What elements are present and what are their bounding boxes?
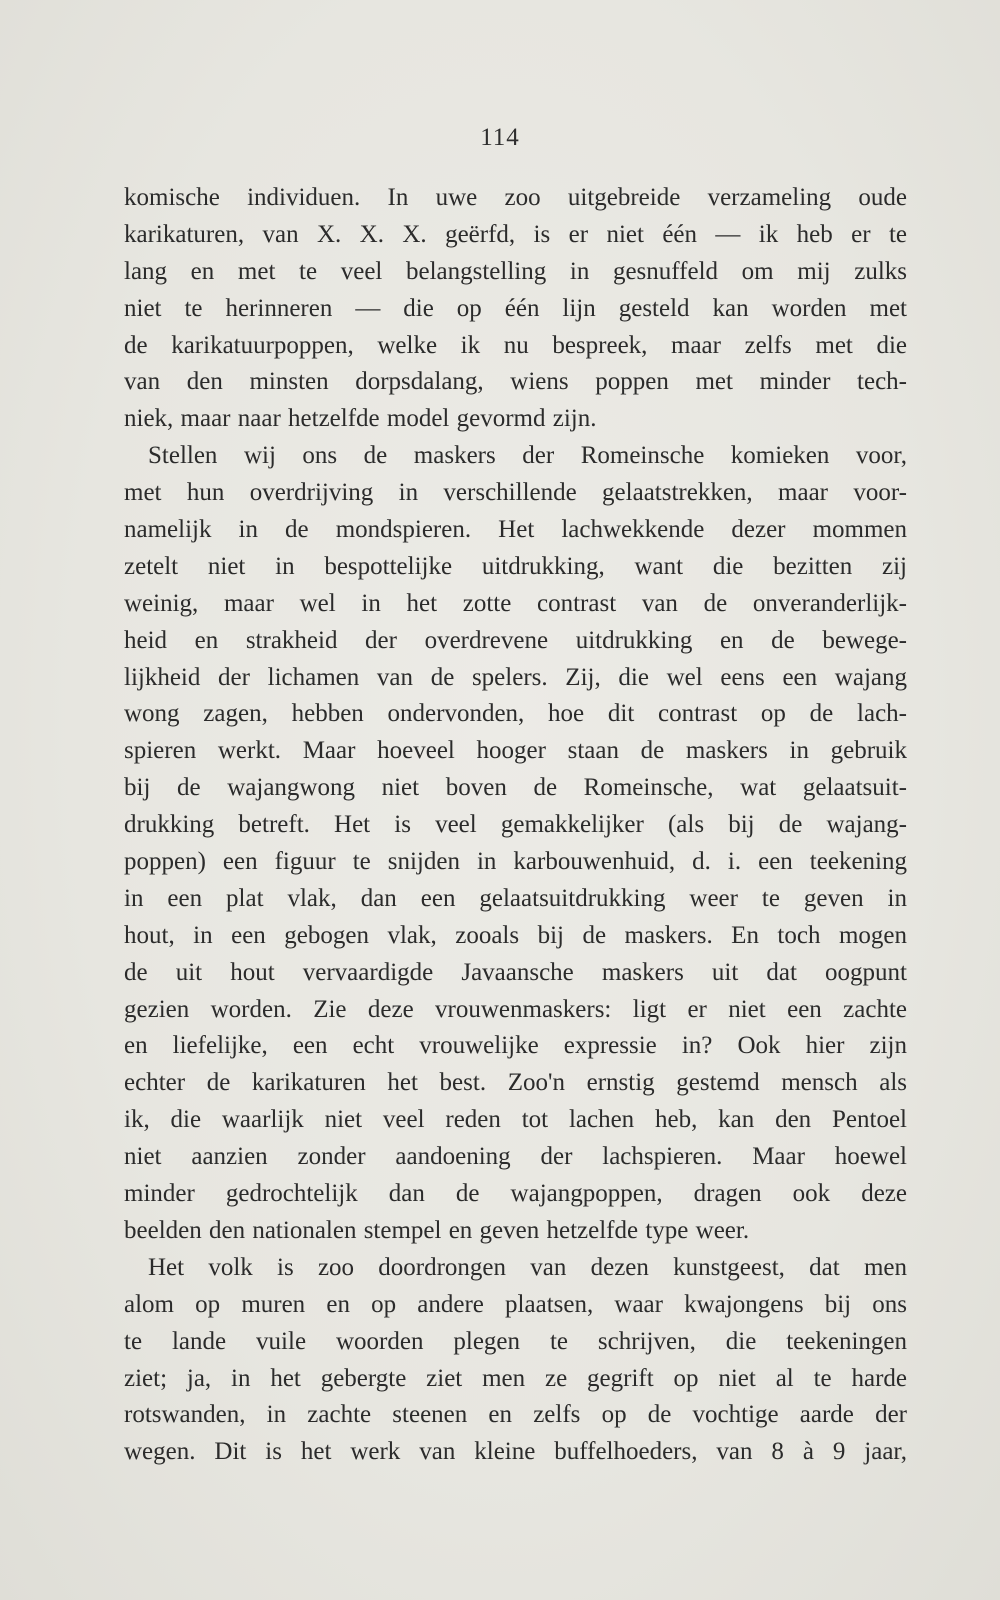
text-line: niek, maar naar hetzelfde model gevormd zijn. — [124, 405, 597, 433]
text-line: Stellen wij ons de maskers der Romeinsche komieken voor, — [148, 442, 907, 470]
text-line: bij de wajangwong niet boven de Romeinsche, wat gelaatsuit- — [124, 774, 907, 802]
text-line: spieren werkt. Maar hoeveel hooger staan de maskers in gebruik — [124, 737, 907, 765]
text-line: minder gedrochtelijk dan de wajangpoppen, dragen ook deze — [124, 1180, 907, 1208]
text-line: namelijk in de mondspieren. Het lachwekkende dezer mommen — [124, 516, 907, 544]
text-line: zetelt niet in bespottelijke uitdrukking, want die bezitten zij — [124, 552, 907, 580]
text-line: beelden den nationalen stempel en geven hetzelfde type weer. — [124, 1216, 750, 1244]
text-line: de uit hout vervaardigde Javaansche maskers uit dat oogpunt — [124, 958, 907, 986]
text-line: met hun overdrijving in verschillende gelaatstrekken, maar voor- — [124, 479, 907, 507]
text-line: van den minsten dorpsdalang, wiens poppen met minder tech- — [124, 368, 907, 396]
text-line: echter de karikaturen het best. Zoo'n ernstig gestemd mensch als — [124, 1069, 907, 1097]
text-line: en liefelijke, een echt vrouwelijke expressie in? Ook hier zijn — [124, 1032, 907, 1060]
text-line: ik, die waarlijk niet veel reden tot lachen heb, kan den Pentoel — [124, 1106, 907, 1134]
text-line: de karikatuurpoppen, welke ik nu bespreek, maar zelfs met die — [124, 331, 907, 359]
text-line: heid en strakheid der overdrevene uitdrukking en de bewege- — [124, 626, 907, 654]
text-line: hout, in een gebogen vlak, zooals bij de maskers. En toch mogen — [124, 921, 907, 949]
text-line: drukking betreft. Het is veel gemakkelijker (als bij de wajang- — [124, 811, 907, 839]
page-number: 114 — [480, 124, 520, 151]
text-line: komische individuen. In uwe zoo uitgebreide verzameling oude — [124, 184, 907, 211]
text-line: gezien worden. Zie deze vrouwenmaskers: ligt er niet een zachte — [124, 995, 907, 1023]
text-line: ziet; ja, in het gebergte ziet men ze gegrift op niet al te harde — [124, 1364, 907, 1392]
text-line: te lande vuile woorden plegen te schrijven, die teekeningen — [124, 1327, 907, 1355]
text-line: lang en met te veel belangstelling in gesnuffeld om mij zulks — [124, 257, 907, 285]
text-line: weinig, maar wel in het zotte contrast van de onveranderlijk- — [124, 589, 907, 617]
text-line: wong zagen, hebben ondervonden, hoe dit contrast op de lach- — [124, 700, 907, 728]
text-line: niet aanzien zonder aandoening der lachspieren. Maar hoewel — [124, 1143, 907, 1171]
text-line: in een plat vlak, dan een gelaatsuitdrukking weer te geven in — [124, 884, 907, 912]
text-line: rotswanden, in zachte steenen en zelfs op de vochtige aarde der — [124, 1401, 907, 1429]
text-line: poppen) een figuur te snijden in karbouwenhuid, d. i. een teekening — [124, 848, 907, 876]
text-line: lijkheid der lichamen van de spelers. Zij, die wel eens een wajang — [124, 663, 907, 691]
text-line: wegen. Dit is het werk van kleine buffelhoeders, van 8 à 9 jaar, — [124, 1438, 907, 1466]
text-line: Het volk is zoo doordrongen van dezen kunstgeest, dat men — [148, 1253, 907, 1281]
text-line: alom op muren en op andere plaatsen, waar kwajongens bij ons — [124, 1290, 907, 1318]
body-text — [124, 180, 907, 1471]
text-line: karikaturen, van X. X. X. geërfd, is er niet één — ik heb er te — [124, 220, 907, 248]
text-line: niet te herinneren — die op één lijn gesteld kan worden met — [124, 294, 907, 322]
